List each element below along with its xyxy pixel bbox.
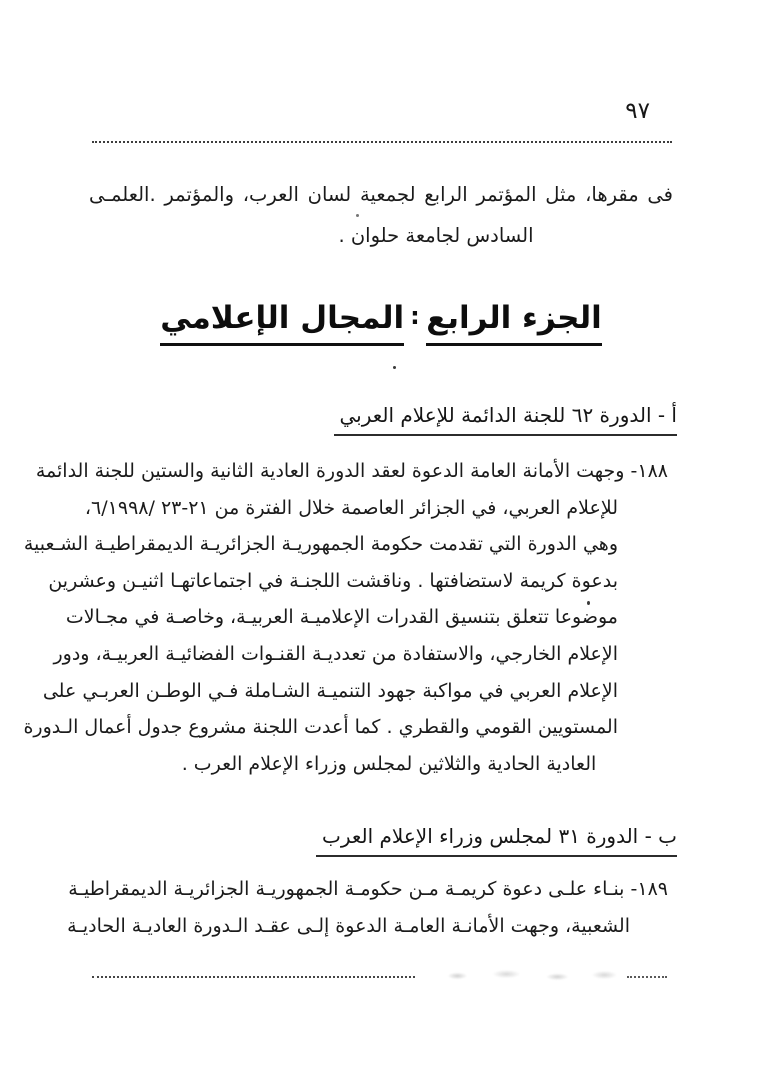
text-line: العادية الحادية والثلاثين لمجلس وزراء الإعلام العرب . (181, 752, 597, 775)
text-line: الإعلام الخارجي، والاستفادة من تعدديـة القنـوات الفضائيـة العربيـة، ودور (53, 642, 618, 665)
section-a-heading-text: أ - الدورة ٦٢ للجنة الدائمة للإعلام العربي (334, 403, 678, 436)
section-b-heading (316, 824, 677, 857)
scan-speck (393, 366, 396, 369)
text-line: فى مقرها، مثل المؤتمر الرابع لجمعية لسان العرب، والمؤتمر .العلمـى (89, 183, 673, 206)
top-dotted-rule (92, 141, 672, 143)
part-title-text: الجزء الرابع (426, 300, 602, 346)
part-title (0, 300, 762, 346)
section-a-heading (334, 403, 678, 436)
section-b-paragraph (67, 871, 668, 945)
text-line: السادس لجامعة حلوان . (338, 224, 534, 247)
scan-speck (356, 214, 359, 217)
text-line: موضوعا تتعلق بتنسيق القدرات الإعلاميـة العربيـة، وخاصـة في مجـالات (65, 606, 618, 629)
text-line: للإعلام العربي، في الجزائر العاصمة خلال الفترة من ٢١-٢٣ /٦/١٩٩٨، (84, 496, 618, 519)
section-a-paragraph (23, 453, 668, 782)
part-title-subject: المجال الإعلامي (160, 300, 404, 346)
intro-paragraph (89, 174, 673, 256)
text-line: بدعوة كريمة لاستضافتها . وناقشت اللجنـة في اجتماعاتهـا اثنيـن وعشرين (48, 569, 618, 592)
scan-speck (587, 601, 590, 605)
page-number: ٩٧ (625, 98, 650, 124)
bottom-dotted-rule (92, 976, 415, 978)
text-line: الشعبية، وجهت الأمانـة العامـة الدعوة إلـى عقـد الـدورة العاديـة الحاديـة (67, 915, 630, 937)
text-line: المستويين القومي والقطري . كما أعدت اللجنة مشروع جدول أعمال الـدورة (23, 716, 618, 739)
part-title-separator: : (410, 302, 421, 330)
text-line: ١٨٩- بنـاء علـى دعوة كريمـة مـن حكومـة الجمهوريـة الجزائريـة الديمقراطيـة (68, 878, 668, 900)
text-line: الإعلام العربي في مواكبة جهود التنميـة الشـاملة فـي الوطـن العربـي على (42, 679, 618, 702)
bottom-dotted-rule-fragment (627, 976, 667, 978)
text-line: ١٨٨- وجهت الأمانة العامة الدعوة لعقد الدورة العادية الثانية والستين للجنة الدائمة (35, 460, 668, 482)
scan-smudge (428, 966, 624, 984)
section-b-heading-text: ب - الدورة ٣١ لمجلس وزراء الإعلام العرب (316, 824, 677, 857)
text-line: وهي الدورة التي تقدمت حكومة الجمهوريـة الجزائريـة الديمقراطيـة الشـعبية (23, 533, 618, 556)
